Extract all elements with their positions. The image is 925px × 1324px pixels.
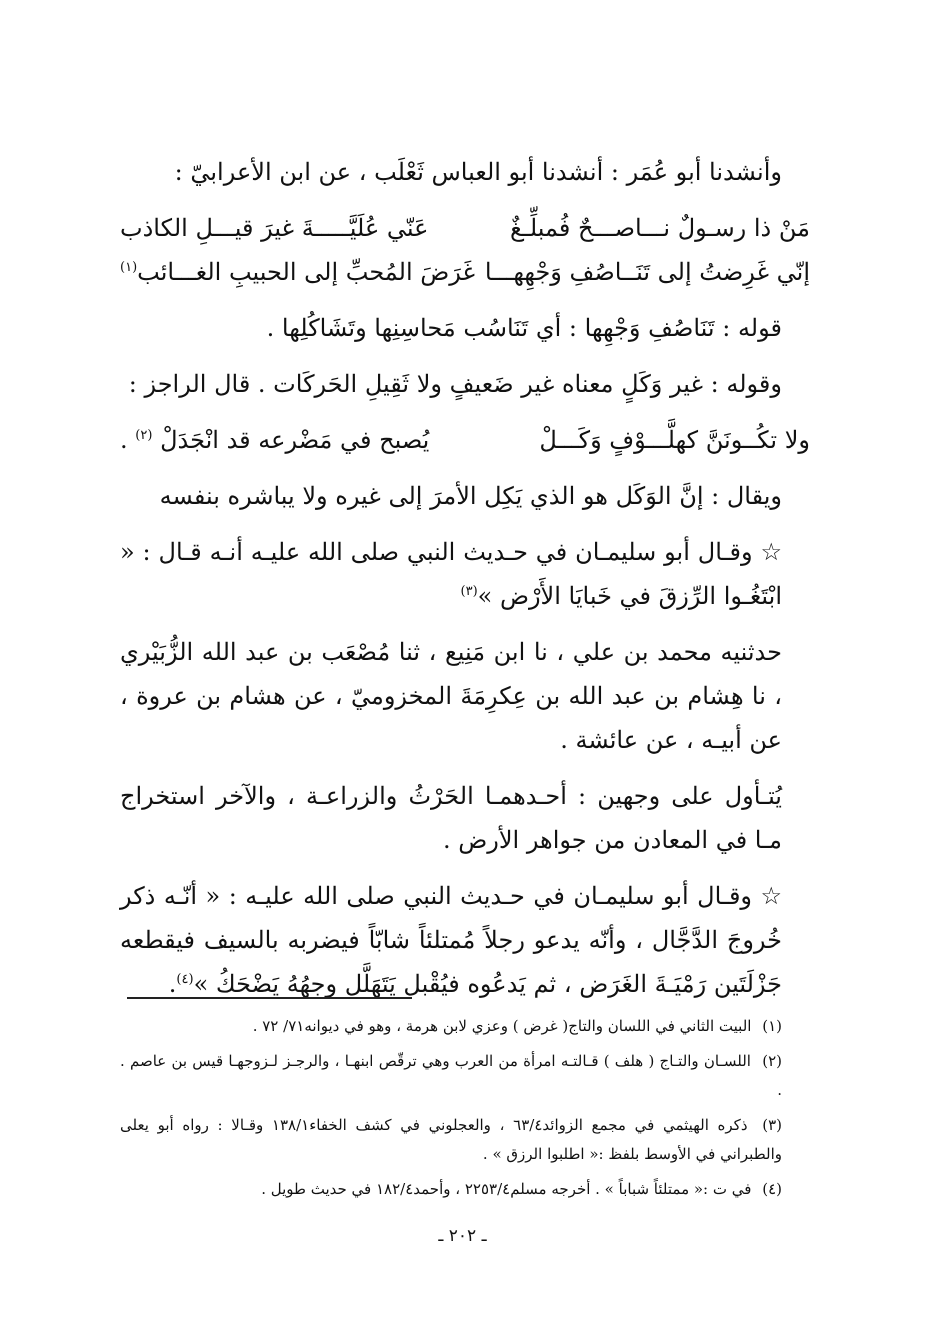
footnote-ref-1: (١) <box>120 260 138 275</box>
footnote-ref-2: (٢) <box>135 428 153 443</box>
verse-1-second-hemistich: عَنّي عُلَيَّـــــةَ غيرَ قيـــلِ الكاذب <box>120 214 429 242</box>
paragraph-intro: وأنشدنا أبو عُمَر : أنشدنا أبو العباس ثَعْلَب ، عن ابن الأعرابيّ : <box>174 158 782 186</box>
page-number: ـ ٢٠٢ ـ <box>438 1226 487 1246</box>
footnote-1 <box>120 1012 810 1041</box>
paragraph-hadith-1 <box>120 530 810 618</box>
hadith-1-text: ☆ وقـال أبو سليمـان في حـديث النبي صلى الله عليـه أنـه قـال : « ابْتَغُـوا الرِّزقَ في خَبايَا الأَرْض » <box>120 538 782 610</box>
footnote-3-number: (٣) <box>762 1116 782 1134</box>
paragraph-explanation-1: قوله : تَنَاصُفِ وَجْهِها : أي تَنَاسُب مَحاسِنِها وتَشَاكُلِها . <box>266 314 782 342</box>
main-text <box>120 150 810 1018</box>
footnote-3-text: ذكره الهيثمي في مجمع الزوائد٦٣/٤ ، والعجلوني في كشف الخفاء١٣٨/١ وقـالا : رواه أبو يعلى والطبراني في الأوسط بلفظ :« اطلبوا الرزق » . <box>120 1116 782 1163</box>
verse-3-second-hemistich <box>120 418 429 462</box>
footnote-4-text: في ت :« ممتلئاً شباباً » . أخرجه مسلم٢٢٥٣/٤ ، وأحمد١٨٢/٤ في حديث طويل . <box>261 1180 752 1198</box>
paragraph-isnad: حدثنيه محمد بن علي ، نا ابن مَنِيع ، ثنا مُصْعَب بن عبد الله الزُّبَيْري ، نا هِشام بن عبد الله بن عِكرِمَةَ المخزوميّ ، عن هشام بن عروة ، عن أبيـه ، عن عائشة . <box>120 638 782 754</box>
poem-block-1 <box>120 206 810 294</box>
footnote-2-text: اللسـان والتـاج ( هلف ) قـالتـه امرأة من العرب وهي ترقّص ابنهـا ، والرجـز لـزوجهـا قيس بن عاصم . . <box>120 1052 782 1099</box>
footnote-2-number: (٢) <box>762 1052 782 1070</box>
verse-line-2 <box>120 250 810 294</box>
paragraph-interpretation: يُتـأول على وجهين : أحـدهمـا الحَرْثُ والزراعـة ، والآخر استخراج مـا في المعادن من جواهر الأرض . <box>120 782 782 854</box>
hadith-2-end-mark: . <box>168 970 177 998</box>
verse-3-second-text: يُصبح في مَضْرعه قد انْجَدَلْ <box>160 426 430 454</box>
footnotes <box>120 1012 810 1210</box>
footnote-2 <box>120 1047 810 1105</box>
verse-2-first-hemistich: إنّي غَرِضتُ إلى تَنَــاصُفِ وَجْهِهـــا <box>484 258 810 286</box>
footnote-1-number: (١) <box>762 1017 782 1035</box>
verse-2-second-text: غَرَضَ المُحبِّ إلى الحبيبِ الغـــائب <box>137 258 476 286</box>
footnote-1-text: البيت الثاني في اللسان والتاج( غرض ) وعزي لابن هرمة ، وهو في ديوانه٧١/ ٧٢ . <box>252 1017 752 1035</box>
paragraph-wakal: ويقال : إنَّ الوَكَل هو الذي يَكِل الأمرَ إلى غيره ولا يباشره بنفسه <box>159 482 782 510</box>
footnote-3 <box>120 1111 810 1169</box>
hadith-2-text: ☆ وقـال أبو سليمـان في حـديث النبي صلى الله عليـه : « أنّـه ذكر خُروجَ الدَّجَّال ، وأنّه يدعو رجلاً مُمتلئاً شابّاً فيضربه بالسيف فيقطعه جَزْلَتَين رَمْيَـةَ الغَرَض ، ثم يَدعُوه فيُقْبل يَتَهَلَّل وجهُهُ يَضْحَكُ » <box>120 882 782 998</box>
footnote-ref-4: (٤) <box>176 972 194 987</box>
verse-2-second-hemistich <box>120 250 475 294</box>
paragraph-explanation-2: وقوله : غير وَكَلٍ معناه غير ضَعيفٍ ولا ثَقِيلِ الحَركَات . قال الراجز : <box>128 370 782 398</box>
footnote-4 <box>120 1175 810 1204</box>
verse-1-first-hemistich: مَنْ ذا رسـولٌ نـــاصـــحٌ فُمبلِّـغٌ <box>510 214 810 242</box>
verse-line-3 <box>120 418 810 462</box>
footnote-4-number: (٤) <box>762 1180 782 1198</box>
verse-3-end-mark: . <box>120 426 128 454</box>
footnote-ref-3: (٣) <box>460 584 478 599</box>
poem-block-2 <box>120 418 810 462</box>
footnote-separator <box>127 997 412 999</box>
paragraph-hadith-2 <box>120 874 810 1006</box>
verse-line-1 <box>120 206 810 250</box>
verse-3-first-hemistich: ولا تكُــونَنَّ كهلَّـــوْفٍ وَكَـــلْ <box>539 426 810 454</box>
